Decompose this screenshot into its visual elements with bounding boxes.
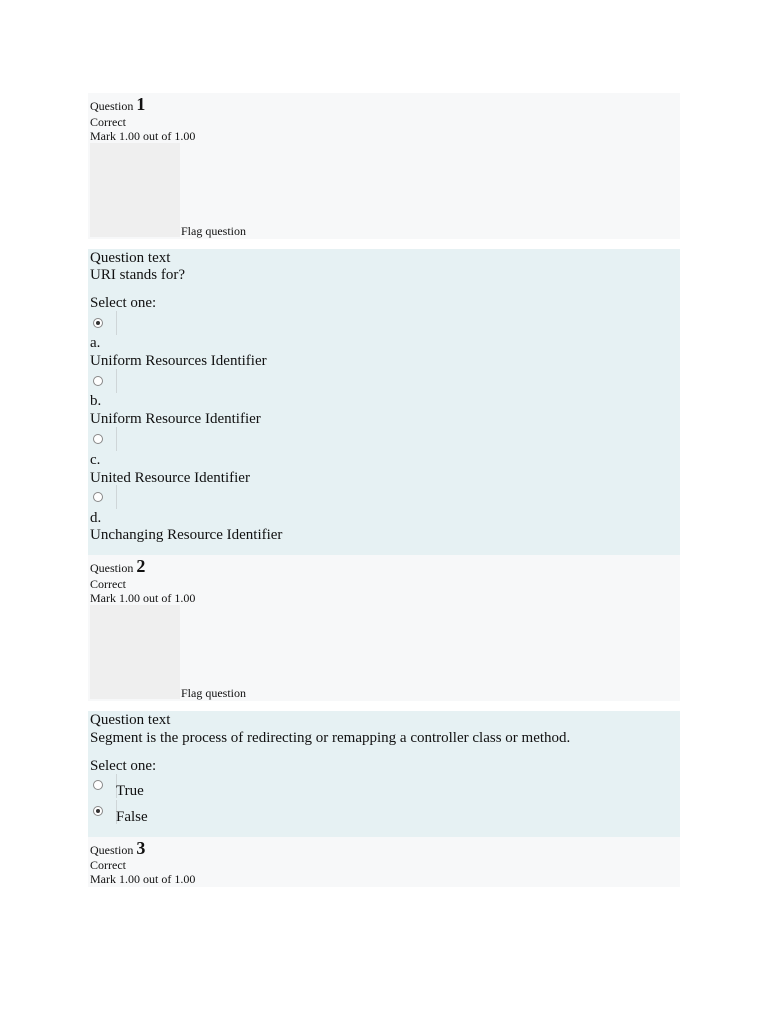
option-true-text[interactable]: True <box>116 783 144 799</box>
question-mark: Mark 1.00 out of 1.00 <box>90 129 196 143</box>
question-text-label: Question text <box>90 712 171 728</box>
question-label: Question <box>90 561 134 575</box>
question-mark: Mark 1.00 out of 1.00 <box>90 591 196 605</box>
question-mark: Mark 1.00 out of 1.00 <box>90 872 196 886</box>
flag-image[interactable] <box>90 143 180 237</box>
question-number: 2 <box>136 556 146 576</box>
question-state: Correct <box>90 115 126 129</box>
option-a-letter: a. <box>90 335 101 351</box>
question-2-content <box>88 711 680 837</box>
option-a-text[interactable]: Uniform Resources Identifier <box>90 353 267 369</box>
option-c-text[interactable]: United Resource Identifier <box>90 470 250 486</box>
option-c-radio[interactable] <box>93 434 103 444</box>
question-1-info <box>88 93 680 239</box>
option-b-text[interactable]: Uniform Resource Identifier <box>90 411 261 427</box>
question-text-label: Question text <box>90 250 171 266</box>
option-false-radio[interactable] <box>93 806 103 816</box>
flag-question-link[interactable]: Flag question <box>181 224 246 238</box>
question-number: 1 <box>136 94 146 114</box>
question-prompt: Segment is the process of redirecting or remapping a controller class or method. <box>90 730 571 746</box>
option-b-radio[interactable] <box>93 376 103 386</box>
option-d-letter: d. <box>90 510 102 526</box>
question-1-heading <box>90 94 146 114</box>
option-c-letter: c. <box>90 452 101 468</box>
question-label: Question <box>90 99 134 113</box>
option-a-radio[interactable] <box>93 318 103 328</box>
question-label: Question <box>90 843 134 857</box>
question-state: Correct <box>90 577 126 591</box>
question-2-heading <box>90 556 146 576</box>
question-1-content <box>88 249 680 555</box>
question-number: 3 <box>136 838 146 858</box>
option-b-letter: b. <box>90 393 102 409</box>
flag-question-link[interactable]: Flag question <box>181 686 246 700</box>
question-2-info <box>88 555 680 701</box>
question-prompt: URI stands for? <box>90 267 185 283</box>
flag-image[interactable] <box>90 605 180 699</box>
select-one-label: Select one: <box>90 758 157 774</box>
option-false-text[interactable]: False <box>116 809 148 825</box>
select-one-label: Select one: <box>90 295 157 311</box>
question-3-heading <box>90 838 146 858</box>
option-d-text[interactable]: Unchanging Resource Identifier <box>90 527 283 543</box>
option-d-radio[interactable] <box>93 492 103 502</box>
question-3-info <box>88 837 680 887</box>
question-state: Correct <box>90 858 126 872</box>
option-true-radio[interactable] <box>93 780 103 790</box>
